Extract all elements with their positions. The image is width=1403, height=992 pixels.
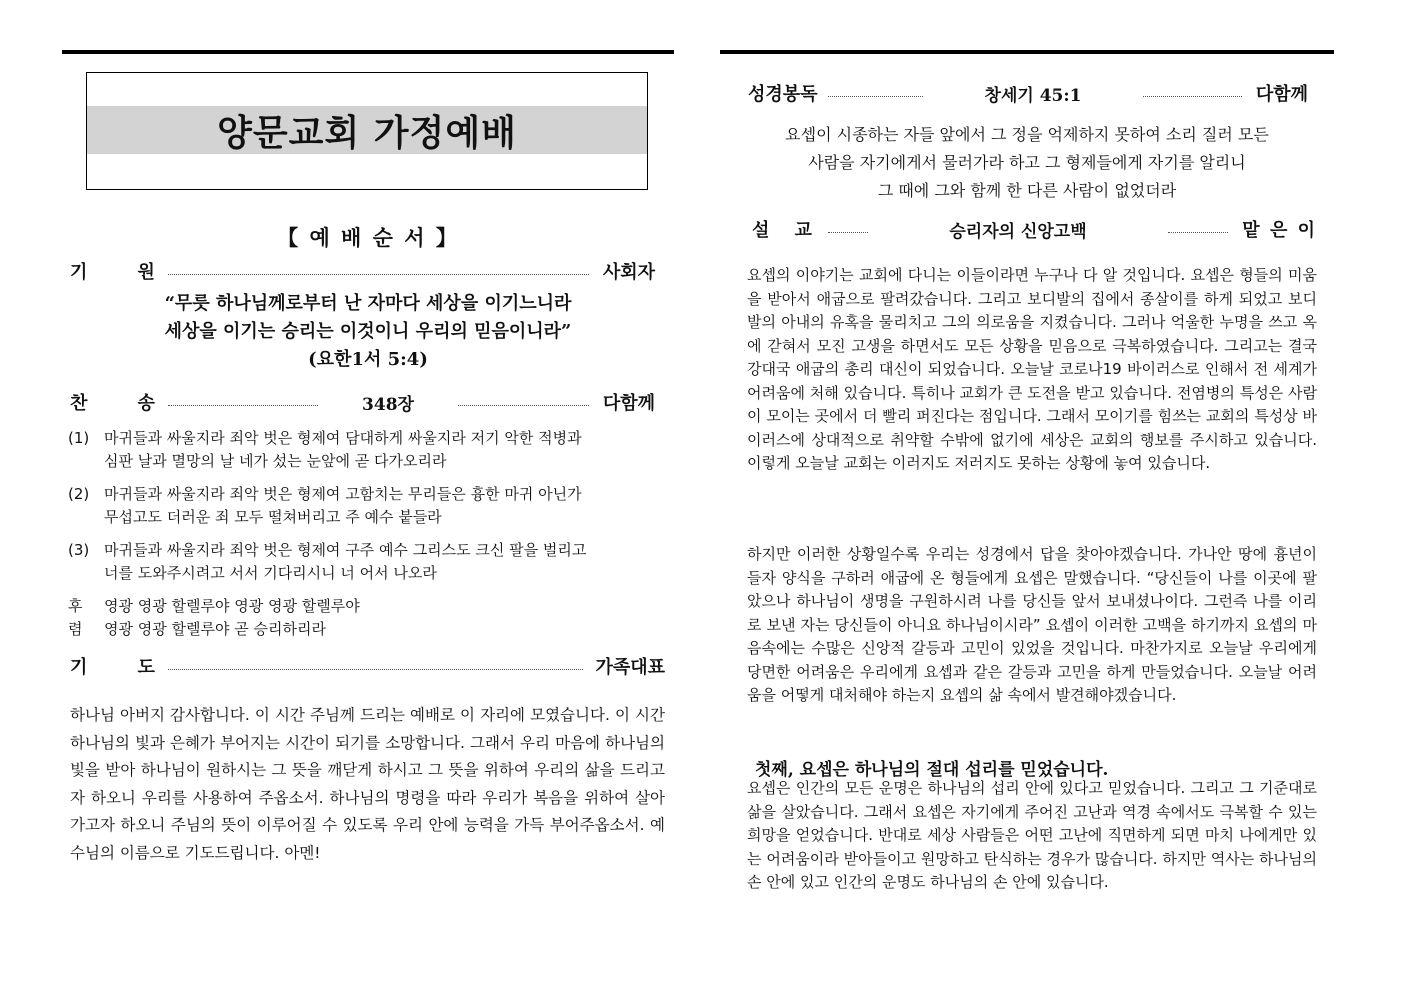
prayer-leader: 가족대표 [595, 657, 665, 678]
sermon-leader: 맡 은 이 [1242, 220, 1317, 241]
stanza-line: 마귀들과 싸울지라 죄악 벗은 형제여 구주 예수 그리스도 크신 팔을 벌리고 [104, 541, 587, 559]
stanza [68, 483, 668, 529]
scripture-block [720, 121, 1334, 205]
stanza-number: (3) [68, 541, 90, 559]
dotted-leader [828, 232, 868, 233]
verse-line: 세상을 이기는 승리는 이것이니 우리의 믿음이니라” [164, 321, 572, 342]
dotted-leader [1143, 96, 1242, 97]
hymn-label: 찬 송 [70, 393, 155, 414]
reading-leader: 다함께 [1255, 84, 1308, 105]
title-box [86, 72, 648, 190]
hymn-leader: 다함께 [602, 393, 655, 414]
invocation-label: 기 원 [70, 262, 155, 283]
dotted-leader [168, 405, 318, 406]
stanza-line: 무섭고도 더러운 죄 모두 떨쳐버리고 주 예수 붙들라 [104, 508, 442, 526]
page-title: 양문교회 가정예배 [217, 112, 517, 154]
sermon-row [752, 216, 1317, 242]
chorus-mark: 렴 [68, 620, 83, 638]
hymn-number: 348장 [362, 394, 414, 415]
prayer-row [70, 653, 665, 679]
chorus-text: 영광 영광 할렐루야 영광 영광 할렐루야 [104, 597, 360, 615]
chorus-mark: 후 [68, 597, 83, 615]
chorus [68, 595, 360, 641]
stanza [68, 427, 668, 473]
stanza-line: 너를 도와주시려고 서서 기다리시니 너 어서 나오라 [104, 564, 437, 582]
chorus-line [68, 618, 360, 641]
stanza-line: 마귀들과 싸울지라 죄악 벗은 형제여 고함치는 무리들은 흉한 마귀 아닌가 [104, 485, 582, 503]
top-rule-left [62, 50, 674, 54]
scripture-line: 그 때에 그와 함께 한 다른 사람이 없었더라 [877, 181, 1177, 200]
scripture-line: 요셉이 시종하는 자들 앞에서 그 정을 억제하지 못하여 소리 질러 모든 [785, 125, 1269, 144]
sermon-label: 설 교 [752, 220, 812, 241]
prayer-label: 기 도 [70, 657, 155, 678]
verse-reference: (요한1서 5:4) [308, 349, 428, 370]
dotted-leader [458, 405, 589, 406]
hymn-row [70, 389, 655, 415]
reading-row [748, 80, 1308, 106]
stanza [68, 539, 668, 585]
order-heading: 【 예 배 순 서 】 [277, 225, 459, 250]
reading-label: 성경봉독 [748, 84, 818, 105]
chorus-line [68, 595, 360, 618]
dotted-leader [168, 669, 583, 670]
dotted-leader [168, 274, 589, 275]
stanza-number: (2) [68, 485, 90, 503]
hymn-stanzas [68, 427, 668, 585]
sermon-title: 승리자의 신앙고백 [949, 221, 1087, 242]
stanza-line: 마귀들과 싸울지라 죄악 벗은 형제여 담대하게 싸울지라 저기 악한 적병과 [104, 429, 582, 447]
reading-reference: 창세기 45:1 [984, 85, 1082, 106]
sermon-paragraph-1: 요셉의 이야기는 교회에 다니는 이들이라면 누구나 다 알 것입니다. 요셉은 형들의 미움을 받아서 애굽으로 팔려갔습니다. 그리고 보디발의 집에서 종살이를 하게 되었고 보디발의 아내의 유혹을 물리치고 그의 의로움을 지켰습니다. 그러나 억울한 누명을 쓰고 옥에 갇혀서 모진 고생을 하면서도 모든 상황을 믿음으로 극복하였습니다. 그리고는 결국 강대국 애굽의 총리 대신이 되었습니다. 오늘날 코로나19 바이러스로 인해서 전 세계가 어려움에 처해 있습니다. 특히나 교회가 큰 도전을 받고 있습니다. 전염병의 특성은 사람이 모이는 곳에서 더 빨리 퍼진다는 점입니다. 그래서 모이기를 힘쓰는 교회의 특성상 바이러스에 상대적으로 취약할 수밖에 없기에 세상은 교회의 행보를 주시하고 있습니다. 이렇게 오늘날 교회는 이러지도 저러지도 못하는 상황에 놓여 있습니다. [747, 266, 1317, 472]
invocation-row [70, 258, 655, 284]
chorus-text: 영광 영광 할렐루야 곧 승리하리라 [104, 620, 326, 638]
prayer-text: 하나님 아버지 감사합니다. 이 시간 주님께 드리는 예배로 이 자리에 모였습니다. 이 시간 하나님의 빛과 은혜가 부어지는 시간이 되기를 소망합니다. 그래서 우리 마음에 하나님의 빛을 받아 하나님이 원하시는 그 뜻을 깨닫게 하시고 그 뜻을 위하여 우리의 삶을 드리고자 하오니 우리를 사용하여 주옵소서. 하나님의 명령을 따라 우리가 복음을 위하여 살아가고자 하오니 주님의 뜻이 이루어질 수 있도록 우리 안에 능력을 가득 부어주옵소서. 예수님의 이름으로 기도드립니다. 아멘! [70, 706, 665, 862]
verse-line: “무릇 하나님께로부터 난 자마다 세상을 이기느니라 [164, 293, 572, 314]
point-text: 요셉은 인간의 모든 운명은 하나님의 섭리 안에 있다고 믿었습니다. 그리고 그 기준대로 삶을 살았습니다. 그래서 요셉은 자기에게 주어진 고난과 역경 속에서도 극복할 수 있는 희망을 얻었습니다. 반대로 세상 사람들은 어떤 고난에 직면하게 되면 마치 나에게만 있는 어려움이라 받아들이고 원망하고 탄식하는 경우가 많습니다. 하지만 역사는 하나님의 손 안에 있고 인간의 운명도 하나님의 손 안에 있습니다. [747, 779, 1317, 891]
stanza-number: (1) [68, 429, 90, 447]
stanza-line: 심판 날과 멸망의 날 네가 섰는 눈앞에 곧 다가오리라 [104, 452, 447, 470]
invocation-leader: 사회자 [602, 262, 655, 283]
top-rule-right [720, 50, 1334, 54]
sermon-paragraph-2: 하지만 이러한 상황일수록 우리는 성경에서 답을 찾아야겠습니다. 가나안 땅에 흉년이 들자 양식을 구하러 애굽에 온 형들에게 요셉은 말했습니다. “당신들이 나를 이곳에 팔았으나 하나님이 생명을 구원하시려 나를 당신들 앞서 보내셨나이다. 그런즉 나를 이리로 보낸 자는 당신들이 아니요 하나님이시라” 요셉이 이러한 고백을 하기까지 요셉의 마음속에는 수많은 신앙적 갈등과 고민이 있었을 것입니다. 마찬가지로 오늘날 우리에게 당면한 어려움은 우리에게 요셉과 같은 갈등과 고민을 하게 만들었습니다. 오늘날 어려움을 어떻게 대처해야 하는지 요셉의 삶 속에서 발견해야겠습니다. [747, 545, 1317, 704]
point-heading: 첫째, 요셉은 하나님의 절대 섭리를 믿었습니다. [755, 760, 1109, 780]
title-band [87, 106, 647, 154]
dotted-leader [828, 96, 923, 97]
scripture-line: 사람을 자기에게서 물러가라 하고 그 형제들에게 자기를 알리니 [808, 153, 1246, 172]
dotted-leader [1168, 232, 1228, 233]
verse-block [62, 290, 674, 374]
